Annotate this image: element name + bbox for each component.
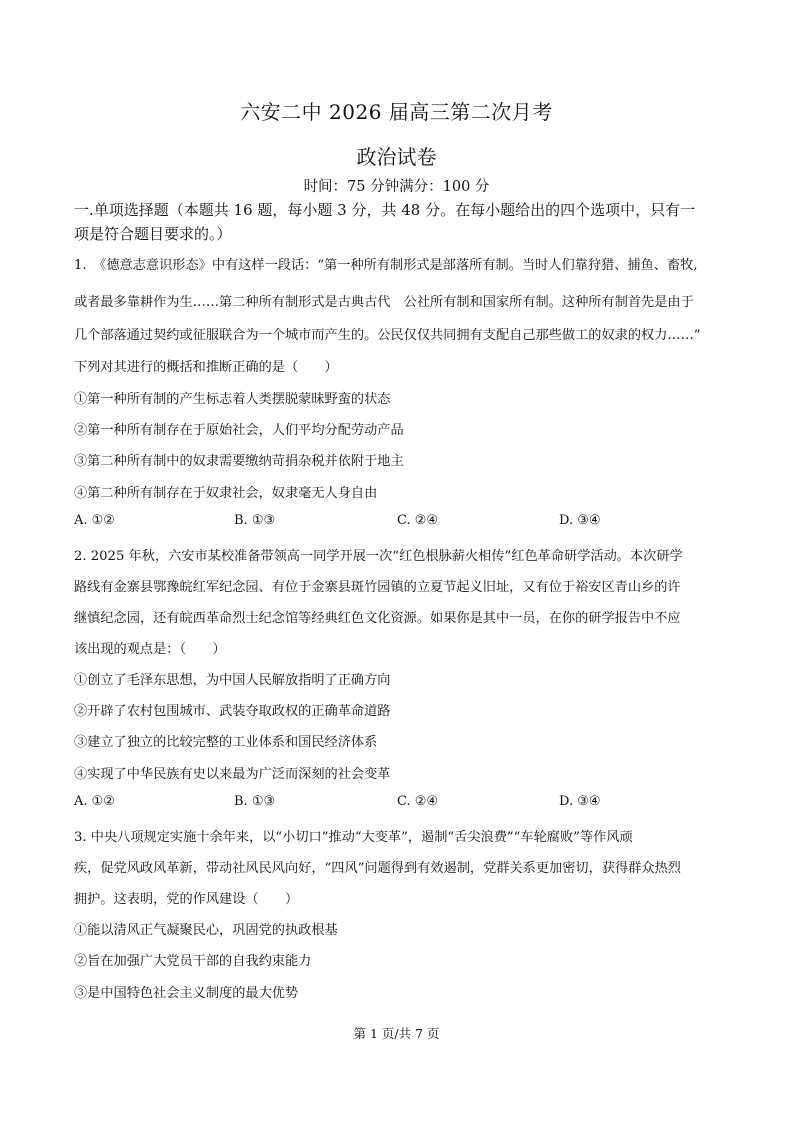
option-d: D. ③④ xyxy=(559,513,601,528)
q2-item: ①创立了毛泽东思想，为中国人民解放指明了正确方向 xyxy=(74,673,391,688)
q1-line: 或者最多靠耕作为生……第二种所有制形式是古典古代 公社所有制和国家所有制。这种所有制首先是由于 xyxy=(74,295,694,310)
q1-item: ④第二种所有制存在于奴隶社会，奴隶毫无人身自由 xyxy=(74,486,378,501)
q3-item: ②旨在加强广大党员干部的自我约束能力 xyxy=(74,954,312,969)
q3-line: 疾，促党风政风革新，带动社风民风向好，“四风”问题得到有效遏制，党群关系更加密切，获得群众热烈 xyxy=(74,861,681,876)
q1-line: 几个部落通过契约或征服联合为一个城市而产生的。公民仅仅共同拥有支配自己那些做工的奴隶的权力……” xyxy=(74,328,701,343)
exam-title: 六安二中 2026 届高三第二次月考 xyxy=(240,100,553,124)
q1-item: ②第一种所有制存在于原始社会，人们平均分配劳动产品 xyxy=(74,423,404,438)
q2-item: ④实现了中华民族有史以来最为广泛而深刻的社会变革 xyxy=(74,767,391,782)
q2-line: 2. 2025 年秋，六安市某校准备带领高一同学开展一次“红色根脉薪火相传”红色革命研学活动。本次研学 xyxy=(74,549,683,564)
page-number: 第 1 页/共 7 页 xyxy=(353,1026,440,1041)
option-d: D. ③④ xyxy=(559,794,601,809)
q2-item: ②开辟了农村包围城市、武装夺取政权的正确革命道路 xyxy=(74,704,391,719)
q3-line: 拥护。这表明，党的作风建设（ ） xyxy=(74,892,299,907)
q1-item: ①第一种所有制的产生标志着人类摆脱蒙昧野蛮的状态 xyxy=(74,392,391,407)
q3-item: ①能以清风正气凝聚民心，巩固党的执政根基 xyxy=(74,923,338,938)
option-c: C. ②④ xyxy=(397,794,439,809)
section-heading-line1: 一.单项选择题（本题共 16 题，每小题 3 分，共 48 分。在每小题给出的四个选项中，只有一 xyxy=(74,201,696,219)
q1-line: 1. 《德意志意识形态》中有这样一段话：“第一种所有制形式是部落所有制。当时人们靠狩猎、捕鱼、畜牧, xyxy=(74,258,698,273)
q2-item: ③建立了独立的比较完整的工业体系和国民经济体系 xyxy=(74,735,378,750)
option-b: B. ①③ xyxy=(234,794,276,809)
q3-item: ③是中国特色社会主义制度的最大优势 xyxy=(74,986,299,1001)
q1-item: ③第二种所有制中的奴隶需要缴纳苛捐杂税并依附于地主 xyxy=(74,454,404,469)
exam-info: 时间：75 分钟满分：100 分 xyxy=(303,179,490,195)
option-b: B. ①③ xyxy=(234,513,276,528)
exam-subtitle: 政治试卷 xyxy=(356,145,437,169)
option-a: A. ①② xyxy=(74,513,115,528)
q2-line: 该出现的观点是：（ ） xyxy=(74,642,226,657)
q2-line: 路线有金寨县鄂豫皖红军纪念园、有位于金寨县斑竹园镇的立夏节起义旧址，又有位于裕安区青山乡的许 xyxy=(74,580,681,595)
q2-line: 继慎纪念园，还有皖西革命烈士纪念馆等经典红色文化资源。如果你是其中一员，在你的研学报告中不应 xyxy=(74,611,681,626)
option-c: C. ②④ xyxy=(397,513,439,528)
option-a: A. ①② xyxy=(74,794,115,809)
q1-line: 下列对其进行的概括和推断正确的是（ ） xyxy=(74,360,338,375)
q3-line: 3. 中央八项规定实施十余年来，以“小切口”推动“大变革”，遏制“舌尖浪费”“车轮腐败”等作风顽 xyxy=(74,830,633,845)
section-heading-line2: 项是符合题目要求的。） xyxy=(74,225,232,243)
